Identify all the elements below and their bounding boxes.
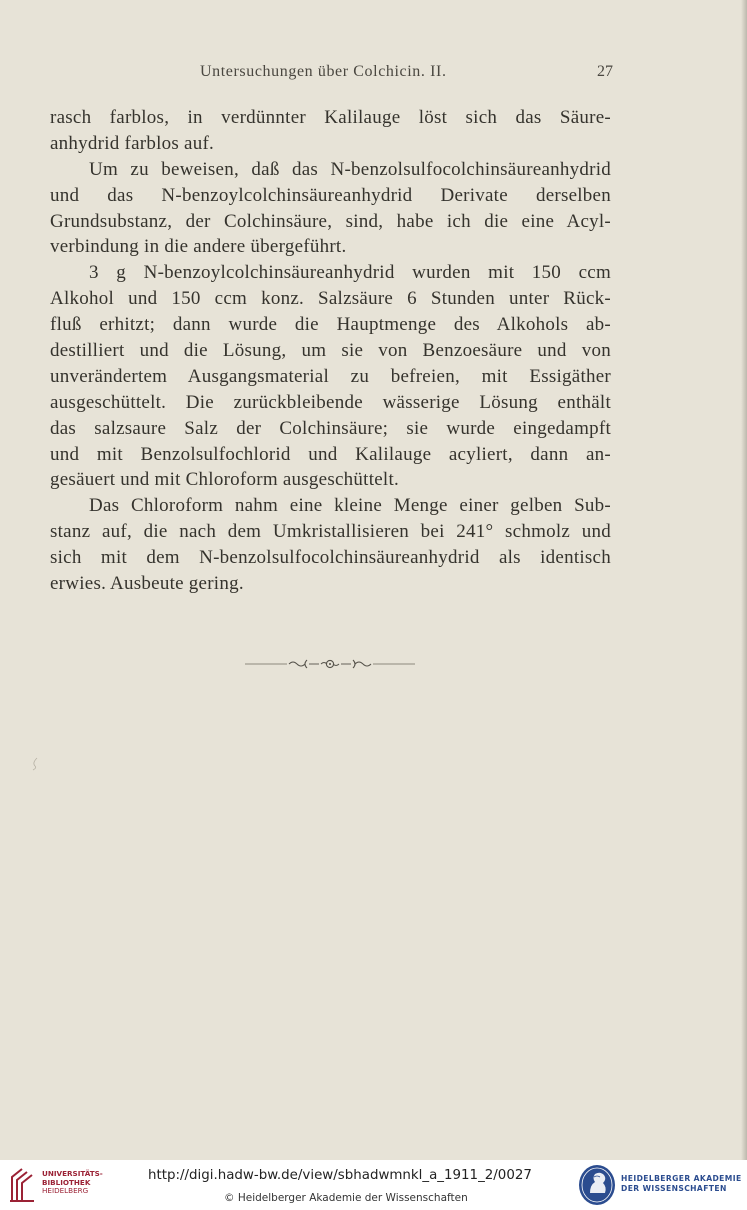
text-line: sich mit dem N-benzolsulfocolchinsäureanhydrid als identisch: [50, 547, 611, 569]
text-line: gesäuert und mit Chloroform ausgeschüttelt.: [50, 469, 399, 491]
text-line: Um zu beweisen, daß das N-benzolsulfocolchinsäureanhydrid: [89, 158, 611, 180]
ub-line-1: UNIVERSITÄTS-: [42, 1169, 103, 1178]
ub-line-3: HEIDELBERG: [42, 1186, 89, 1196]
permalink-url[interactable]: http://digi.hadw-bw.de/view/sbhadwmnkl_a_1911_2/0027: [148, 1168, 532, 1183]
text-line: destilliert und die Lösung, um sie von Benzoesäure und von: [50, 340, 611, 362]
academy-line-2: DER WISSENSCHAFTEN: [621, 1184, 727, 1193]
body-text: [50, 105, 611, 597]
ub-line-2: BIBLIOTHEK: [42, 1177, 91, 1187]
running-title: Untersuchungen über Colchicin. II.: [200, 63, 447, 80]
text-line: anhydrid farblos auf.: [50, 132, 215, 154]
academy-name: [621, 1174, 742, 1194]
text-line: stanz auf, die nach dem Umkristallisieren bei 241° schmolz und: [50, 521, 611, 543]
page-number: 27: [597, 63, 613, 80]
text-line: unverändertem Ausgangsmaterial zu befreien, mit Essigäther: [50, 365, 611, 387]
text-line: 3 g N-benzoylcolchinsäureanhydrid wurden mit 150 ccm: [89, 262, 611, 284]
text-line: und das N-benzoylcolchinsäureanhydrid Derivate derselben: [50, 184, 611, 206]
university-library-logo-icon[interactable]: [8, 1167, 38, 1203]
copyright-notice: © Heidelberger Akademie der Wissenschaften: [224, 1192, 468, 1204]
text-line: Das Chloroform nahm eine kleine Menge einer gelben Sub-: [89, 495, 611, 517]
text-line: und mit Benzolsulfochlorid und Kalilauge acyliert, dann an-: [50, 443, 611, 465]
university-library-name: [42, 1170, 103, 1196]
page-header: [196, 63, 613, 87]
academy-seal-icon[interactable]: [577, 1163, 617, 1207]
text-line: verbindung in die andere übergeführt.: [50, 236, 347, 258]
text-line: Alkohol und 150 ccm konz. Salzsäure 6 Stunden unter Rück-: [50, 288, 611, 310]
text-line: ausgeschüttelt. Die zurückbleibende wässerige Lösung enthält: [50, 391, 611, 413]
footer-bar: [0, 1160, 747, 1210]
text-line: Grundsubstanz, der Colchinsäure, sind, habe ich die eine Acyl-: [50, 210, 611, 232]
academy-line-1: HEIDELBERGER AKADEMIE: [621, 1174, 742, 1183]
text-line: fluß erhitzt; dann wurde die Hauptmenge des Alkohols ab-: [50, 314, 611, 336]
text-line: erwies. Ausbeute gering.: [50, 573, 244, 595]
text-line: rasch farblos, in verdünnter Kalilauge löst sich das Säure-: [50, 107, 611, 128]
ornament-divider: [245, 656, 415, 672]
paper-blemish: [31, 757, 39, 771]
text-line: das salzsaure Salz der Colchinsäure; sie wurde eingedampft: [50, 417, 611, 439]
